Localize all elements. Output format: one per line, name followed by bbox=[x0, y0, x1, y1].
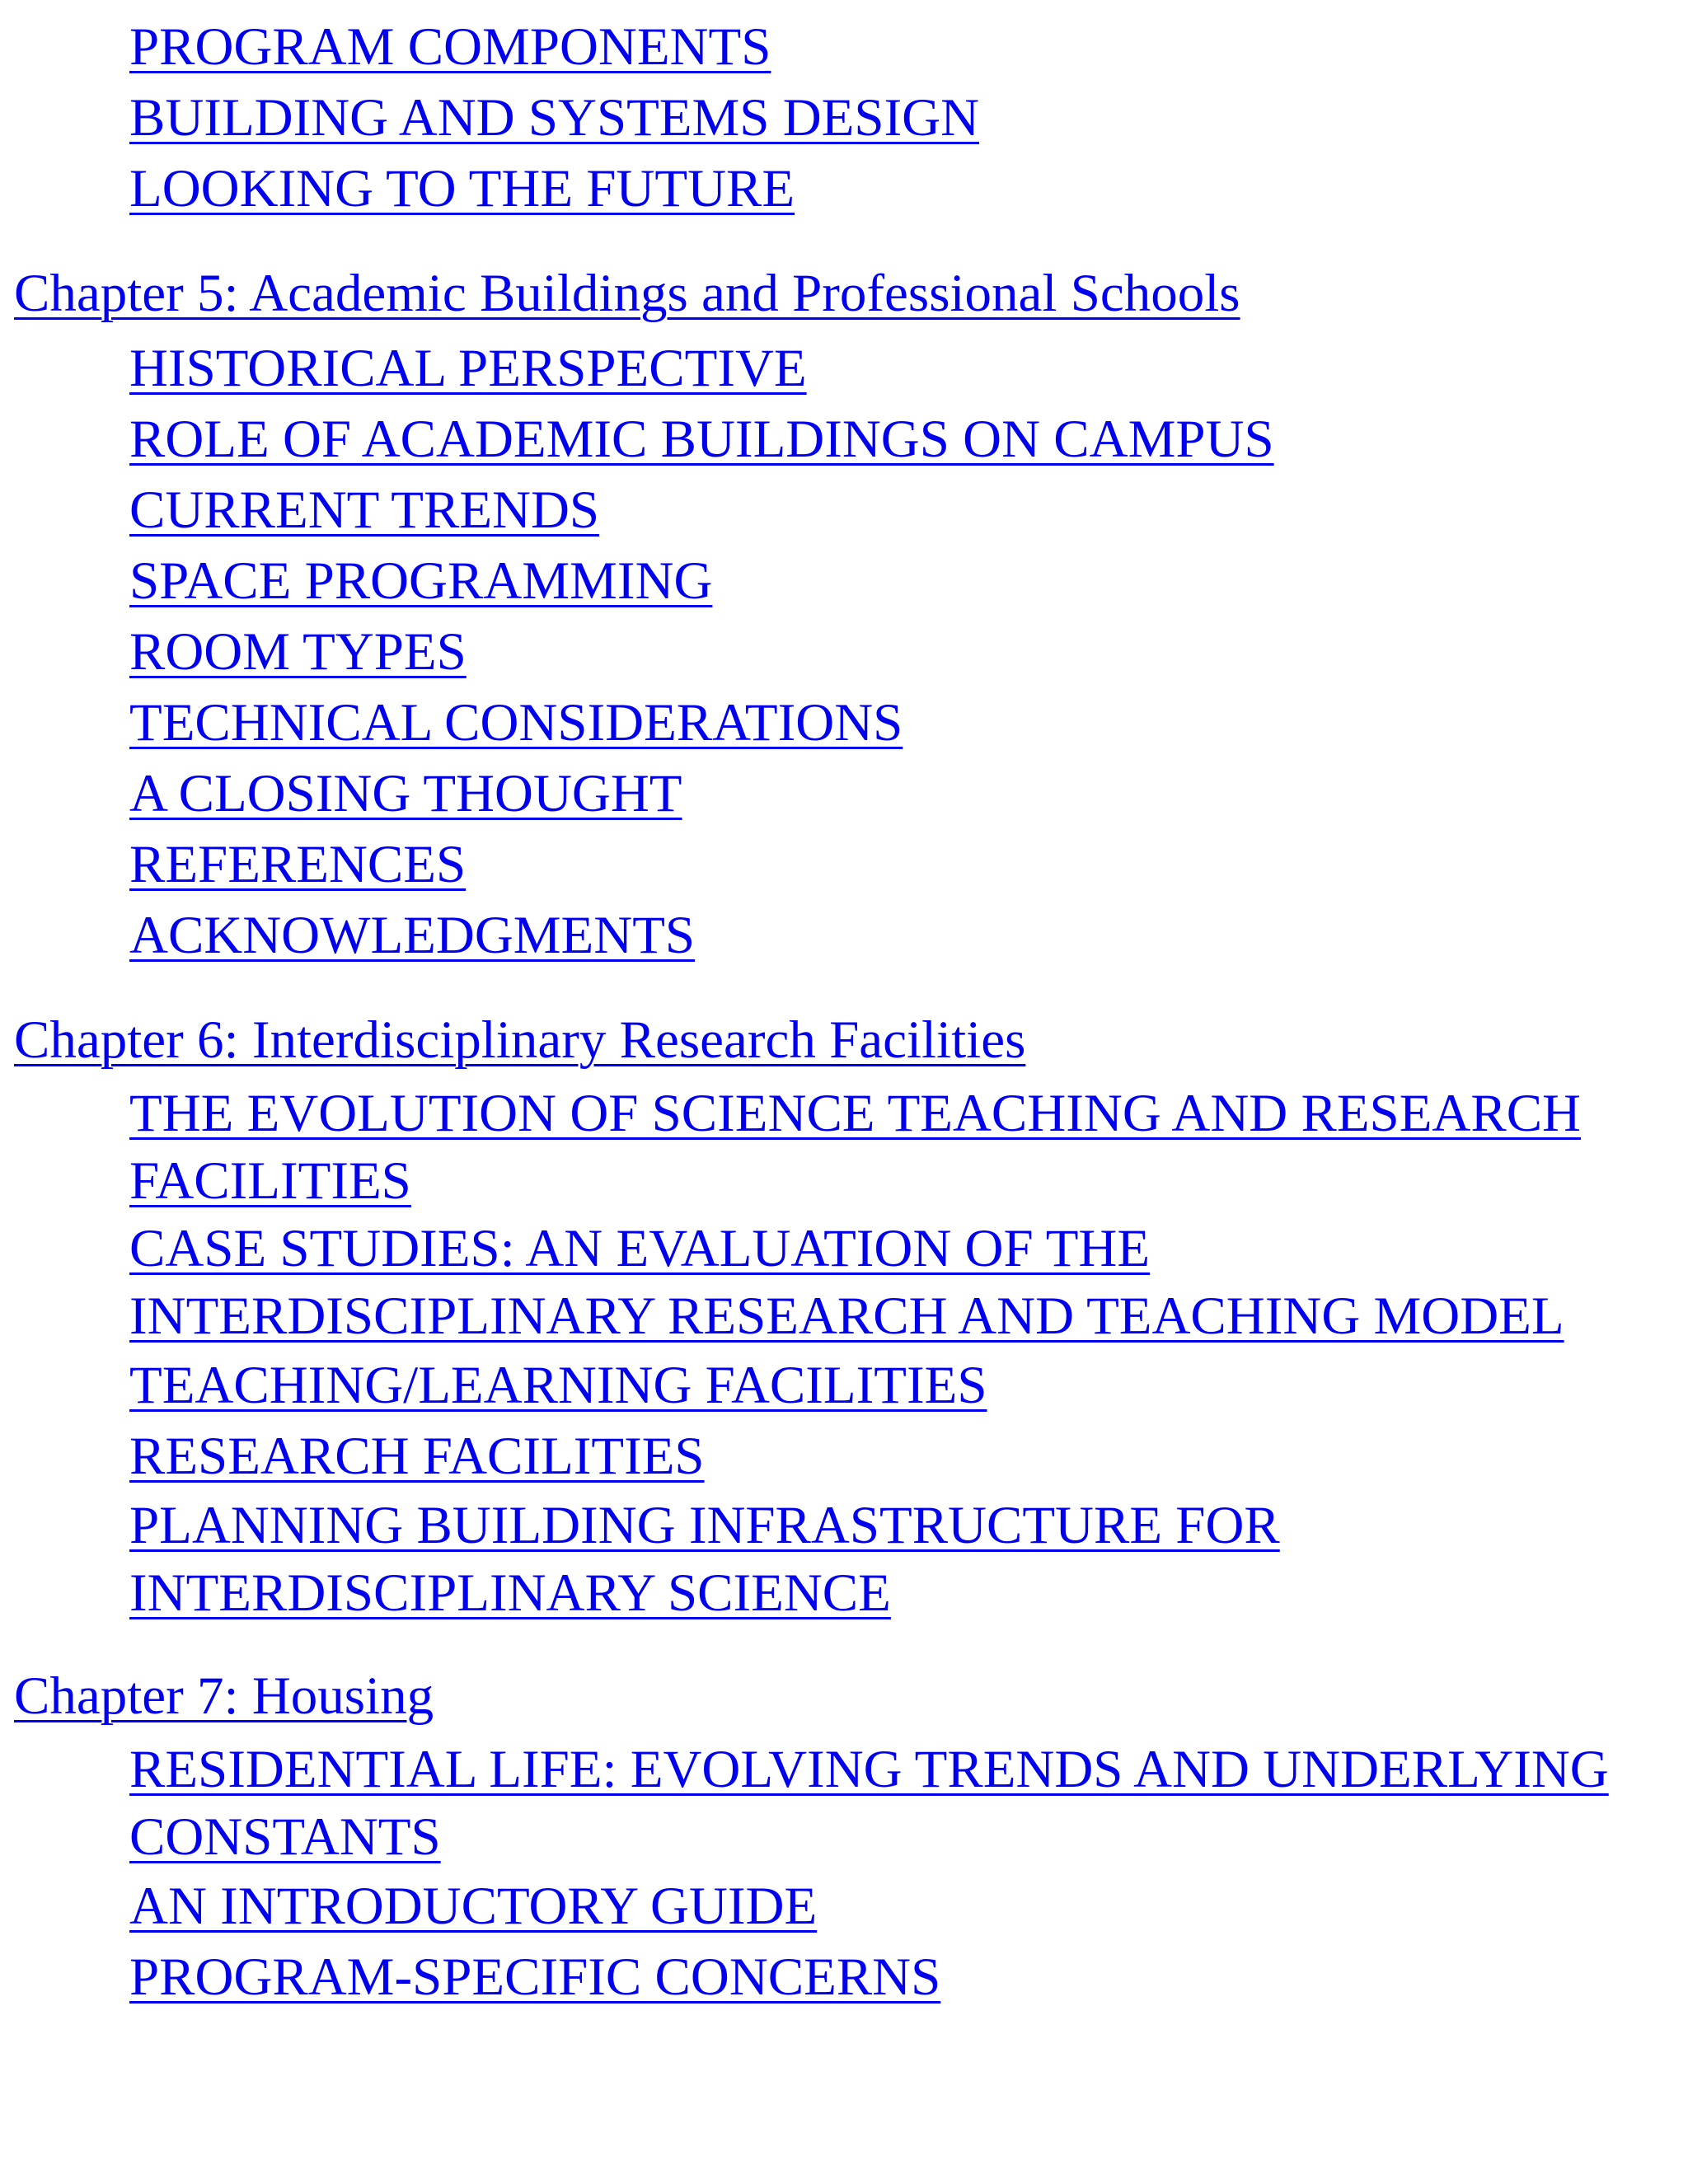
list-item bbox=[129, 1215, 1688, 1350]
section-link-case-studies[interactable]: CASE STUDIES: AN EVALUATION OF THE INTERDISCIPLINARY RESEARCH AND TEACHING MODEL bbox=[129, 1219, 1564, 1346]
list-item bbox=[129, 1492, 1688, 1627]
list-item bbox=[129, 1942, 1688, 2013]
section-link-program-components[interactable]: PROGRAM COMPONENTS bbox=[129, 17, 771, 77]
section-link-building-and-systems-design[interactable]: BUILDING AND SYSTEMS DESIGN bbox=[129, 88, 980, 148]
list-item bbox=[129, 1871, 1688, 1942]
section-link-an-introductory-guide[interactable]: AN INTRODUCTORY GUIDE bbox=[129, 1877, 818, 1936]
chapter-7-title-link[interactable]: Chapter 7: Housing bbox=[14, 1666, 434, 1726]
section-link-evolution-of-science-facilities[interactable]: THE EVOLUTION OF SCIENCE TEACHING AND RESEARCH FACILITIES bbox=[129, 1084, 1581, 1211]
chapter-continued bbox=[0, 0, 1688, 224]
section-link-planning-building-infrastructure[interactable]: PLANNING BUILDING INFRASTRUCTURE FOR INTERDISCIPLINARY SCIENCE bbox=[129, 1496, 1280, 1623]
list-item bbox=[129, 829, 1688, 900]
section-link-looking-to-the-future[interactable]: LOOKING TO THE FUTURE bbox=[129, 159, 795, 218]
section-link-program-specific-concerns[interactable]: PROGRAM-SPECIFIC CONCERNS bbox=[129, 1947, 941, 2007]
list-item bbox=[129, 475, 1688, 546]
list-item bbox=[129, 12, 1688, 82]
chapter-7 bbox=[0, 1663, 1688, 2013]
list-item bbox=[129, 1421, 1688, 1492]
list-item bbox=[129, 1350, 1688, 1421]
section-link-references[interactable]: REFERENCES bbox=[129, 835, 467, 894]
list-item bbox=[129, 687, 1688, 758]
chapter-6-title-link[interactable]: Chapter 6: Interdisciplinary Research Facilities bbox=[14, 1010, 1026, 1070]
list-item bbox=[129, 758, 1688, 829]
list-item bbox=[129, 153, 1688, 224]
section-link-acknowledgments[interactable]: ACKNOWLEDGMENTS bbox=[129, 906, 696, 965]
section-link-teaching-learning-facilities[interactable]: TEACHING/LEARNING FACILITIES bbox=[129, 1356, 987, 1415]
list-item bbox=[129, 546, 1688, 616]
section-link-residential-life[interactable]: RESIDENTIAL LIFE: EVOLVING TRENDS AND UNDERLYING CONSTANTS bbox=[129, 1740, 1609, 1867]
section-list bbox=[0, 0, 1688, 224]
section-link-role-of-academic-buildings[interactable]: ROLE OF ACADEMIC BUILDINGS ON CAMPUS bbox=[129, 410, 1274, 469]
list-item bbox=[129, 616, 1688, 687]
section-list bbox=[0, 1729, 1688, 2013]
section-link-historical-perspective[interactable]: HISTORICAL PERSPECTIVE bbox=[129, 339, 807, 398]
list-item bbox=[129, 82, 1688, 153]
list-item bbox=[129, 1736, 1688, 1871]
list-item bbox=[129, 333, 1688, 404]
section-list bbox=[0, 1073, 1688, 1627]
chapter-5-title-link[interactable]: Chapter 5: Academic Buildings and Professional Schools bbox=[14, 264, 1240, 323]
section-link-room-types[interactable]: ROOM TYPES bbox=[129, 622, 467, 682]
chapter-5 bbox=[0, 260, 1688, 971]
list-item bbox=[129, 900, 1688, 971]
section-link-a-closing-thought[interactable]: A CLOSING THOUGHT bbox=[129, 764, 682, 823]
section-link-current-trends[interactable]: CURRENT TRENDS bbox=[129, 480, 600, 540]
section-link-space-programming[interactable]: SPACE PROGRAMMING bbox=[129, 551, 713, 611]
list-item bbox=[129, 404, 1688, 475]
section-link-research-facilities[interactable]: RESEARCH FACILITIES bbox=[129, 1427, 705, 1486]
section-list bbox=[0, 326, 1688, 971]
section-link-technical-considerations[interactable]: TECHNICAL CONSIDERATIONS bbox=[129, 693, 903, 752]
chapter-6 bbox=[0, 1007, 1688, 1627]
list-item bbox=[129, 1080, 1688, 1215]
